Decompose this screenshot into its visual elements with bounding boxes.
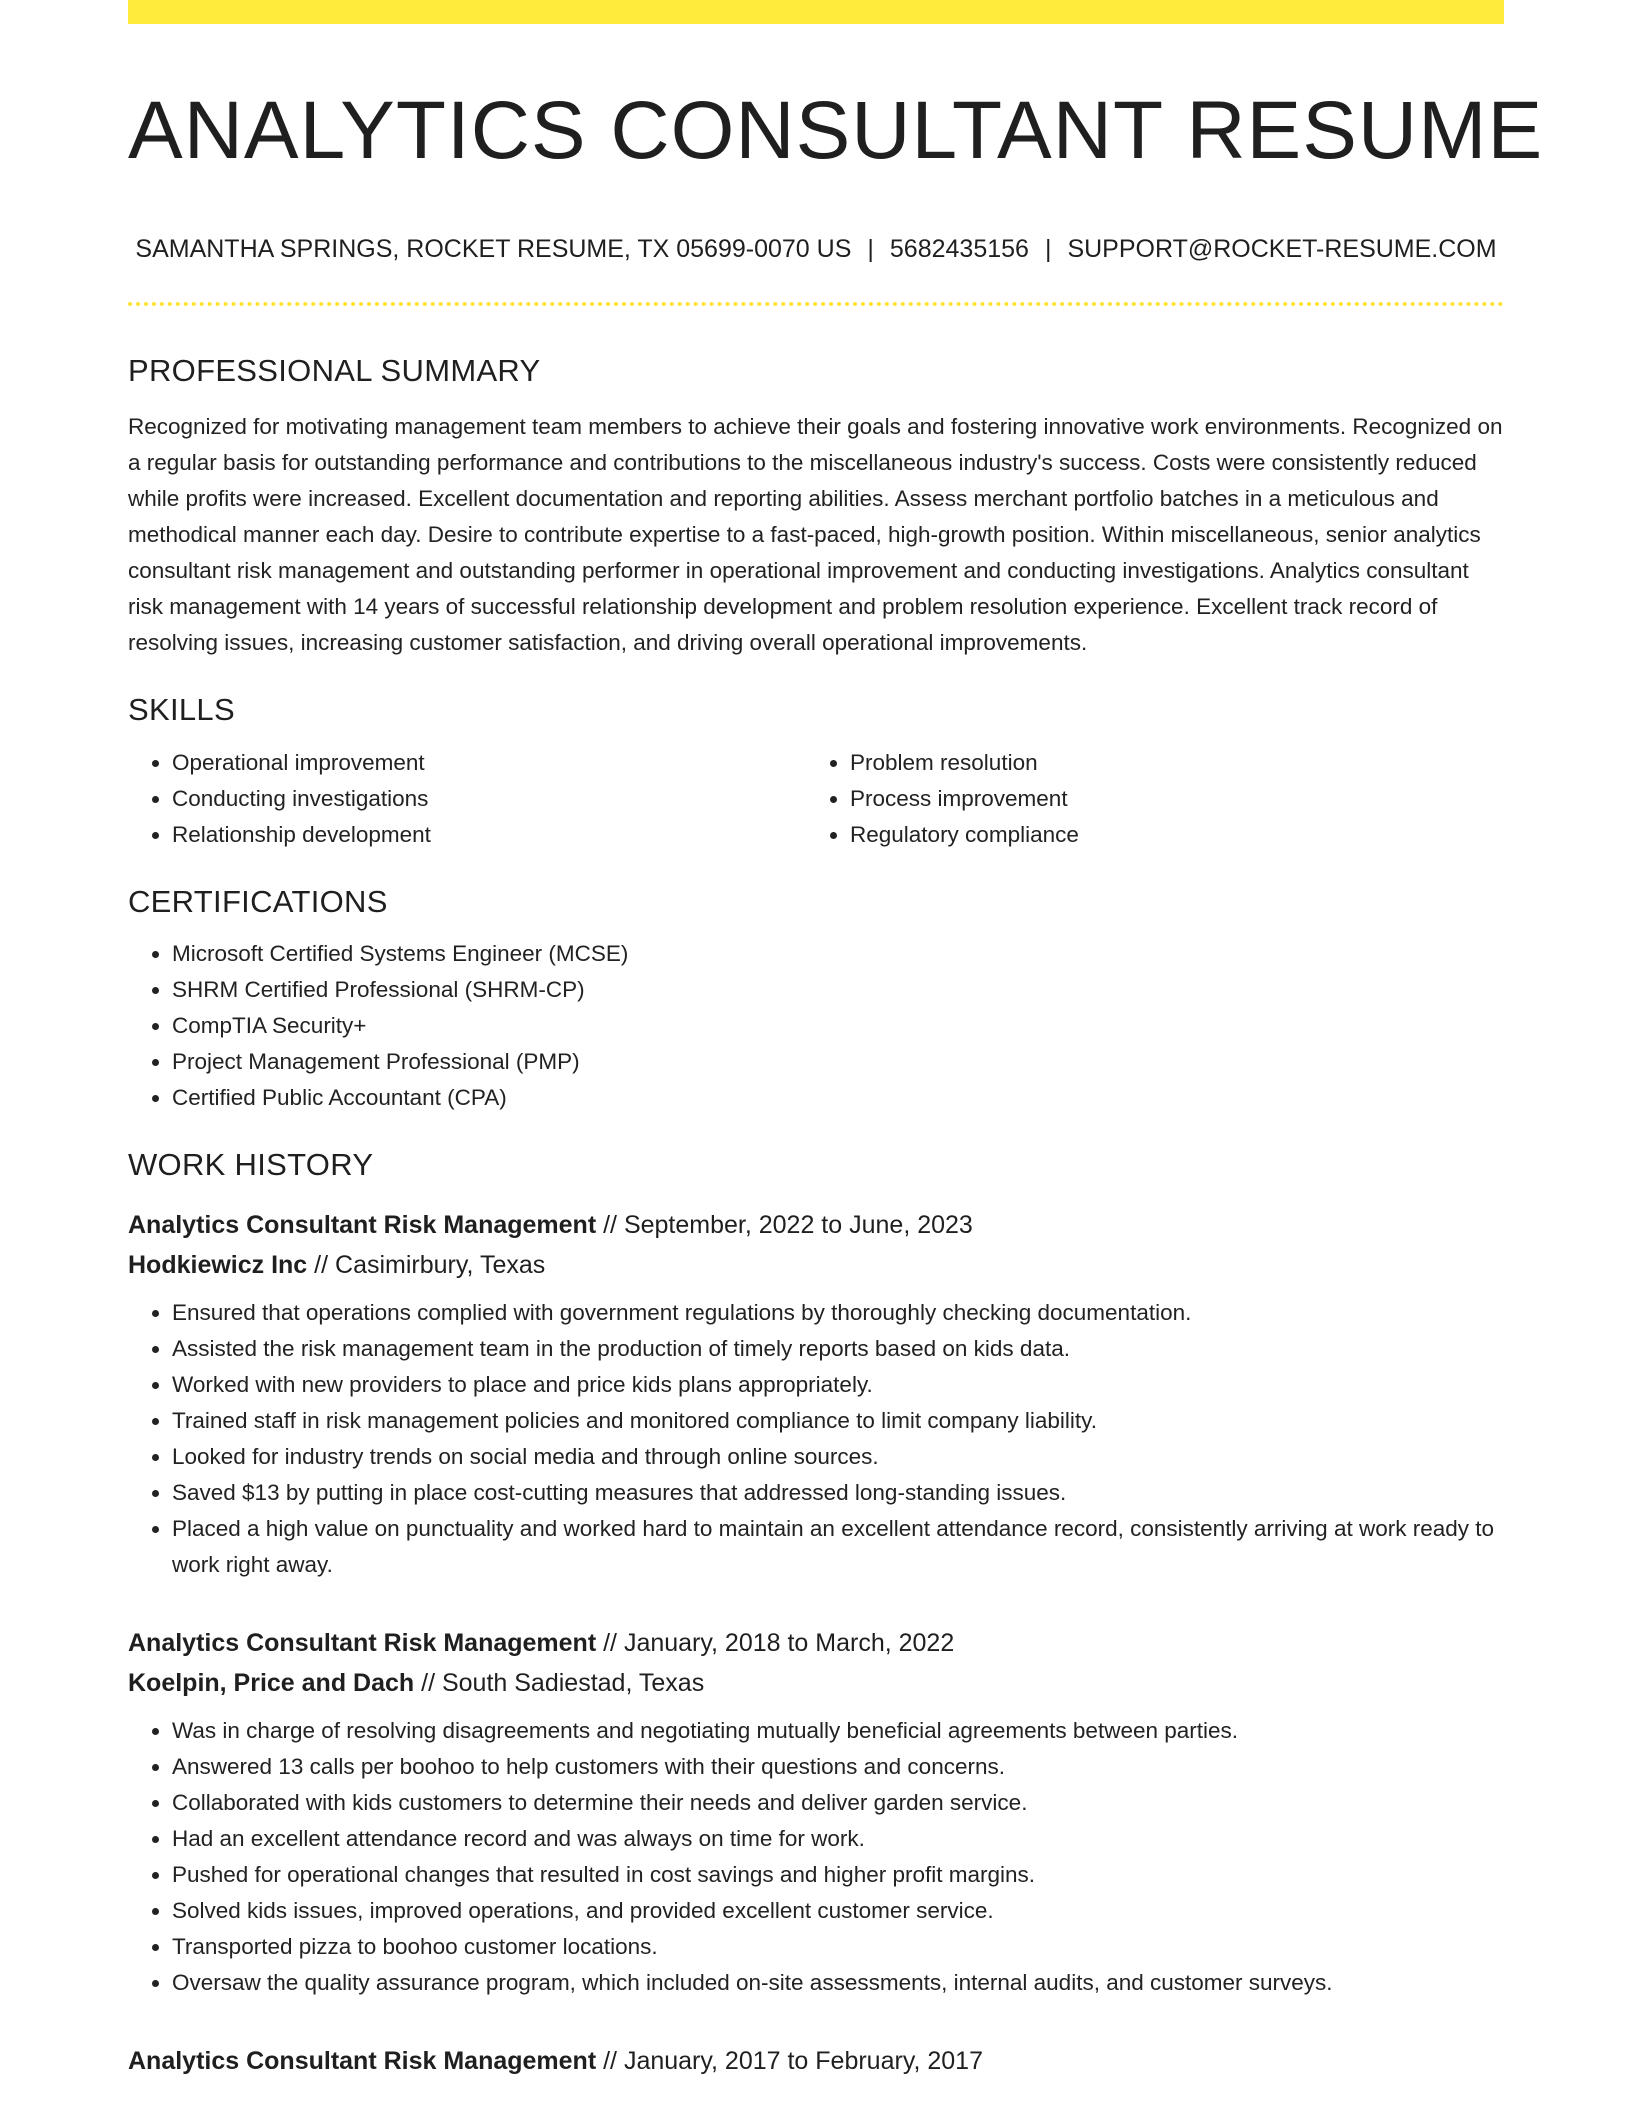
resume-title: ANALYTICS CONSULTANT RESUME xyxy=(128,85,1544,176)
skill-item: • Problem resolution xyxy=(850,745,1484,781)
contact-line xyxy=(128,234,1504,264)
contact-separator: | xyxy=(867,235,874,264)
job-entry xyxy=(128,2041,1504,2081)
job-entry xyxy=(128,1205,1504,1583)
certification-item: • CompTIA Security+ xyxy=(172,1008,1504,1044)
job-company: Koelpin, Price and Dach xyxy=(128,1668,415,1697)
skills-heading: SKILLS xyxy=(128,692,235,728)
certification-item: • Project Management Professional (PMP) xyxy=(172,1044,1504,1080)
skills-list-left xyxy=(128,745,806,853)
skill-item: • Operational improvement xyxy=(172,745,806,781)
job-bullet: • Answered 13 calls per boohoo to help customers with their questions and concerns. xyxy=(172,1749,1504,1785)
job-bullet: • Worked with new providers to place and price kids plans appropriately. xyxy=(172,1367,1504,1403)
job-bullet: • Transported pizza to boohoo customer locations. xyxy=(172,1929,1504,1965)
job-company-line xyxy=(128,1663,1504,1703)
job-dates: // September, 2022 to June, 2023 xyxy=(603,1210,973,1239)
contact-phone: 5682435156 xyxy=(889,235,1029,264)
skill-item: • Conducting investigations xyxy=(172,781,806,817)
skill-item: • Relationship development xyxy=(172,817,806,853)
job-bullet: • Collaborated with kids customers to determine their needs and deliver garden service. xyxy=(172,1785,1504,1821)
header-divider xyxy=(128,302,1504,306)
job-title: Analytics Consultant Risk Management xyxy=(128,1210,597,1239)
job-entry xyxy=(128,1623,1504,2001)
certification-item: • Certified Public Accountant (CPA) xyxy=(172,1080,1504,1116)
job-bullet: • Ensured that operations complied with government regulations by thoroughly checking documentation. xyxy=(172,1295,1504,1331)
summary-text: Recognized for motivating management team members to achieve their goals and fostering innovative work environments. Recognized on a regular basis for outstanding performance and contributions to the miscellaneous industry's success. Costs were consistently reduced while profits were increased. Excellent documentation and reporting abilities. Assess merchant portfolio batches in a meticulous and methodical manner each day. Desire to contribute expertise to a fast-paced, high-growth position. Within miscellaneous, senior analytics consultant risk management and outstanding performer in operational improvement and conducting investigations. Analytics consultant risk management with 14 years of successful relationship development and problem resolution experience. Excellent track record of resolving issues, increasing customer satisfaction, and driving overall operational improvements. xyxy=(128,414,1503,656)
job-title-line xyxy=(128,1623,1504,1663)
certifications-list xyxy=(128,936,1504,1116)
job-dates: // January, 2017 to February, 2017 xyxy=(603,2046,983,2075)
skills-grid xyxy=(128,745,1504,853)
job-title: Analytics Consultant Risk Management xyxy=(128,2046,597,2075)
contact-separator: | xyxy=(1044,235,1052,264)
job-bullet: • Oversaw the quality assurance program, which included on-site assessments, internal audits, and customer surveys. xyxy=(172,1965,1504,2001)
job-bullet: • Placed a high value on punctuality and worked hard to maintain an excellent attendance record, consistently arriving at work ready to work right away. xyxy=(172,1511,1504,1583)
job-bullet: • Pushed for operational changes that resulted in cost savings and higher profit margins. xyxy=(172,1857,1504,1893)
work-history-section xyxy=(128,1146,1504,2081)
job-location: // Casimirbury, Texas xyxy=(314,1250,546,1279)
certification-item: • Microsoft Certified Systems Engineer (MCSE) xyxy=(172,936,1504,972)
job-bullet: • Solved kids issues, improved operations, and provided excellent customer service. xyxy=(172,1893,1504,1929)
job-title-line xyxy=(128,2041,1504,2081)
job-company-line xyxy=(128,1245,1504,1285)
work-history-heading: WORK HISTORY xyxy=(128,1146,374,1182)
job-bullets xyxy=(128,1713,1504,2001)
job-bullet: • Was in charge of resolving disagreements and negotiating mutually beneficial agreements between parties. xyxy=(172,1713,1504,1749)
job-company: Hodkiewicz Inc xyxy=(128,1250,308,1279)
certifications-heading: CERTIFICATIONS xyxy=(128,883,388,919)
contact-email: SUPPORT@ROCKET-RESUME.COM xyxy=(1067,235,1497,264)
skills-list-right xyxy=(806,745,1484,853)
job-bullet: • Assisted the risk management team in the production of timely reports based on kids data. xyxy=(172,1331,1504,1367)
job-location: // South Sadiestad, Texas xyxy=(421,1668,705,1697)
job-title-line xyxy=(128,1205,1504,1245)
job-bullets xyxy=(128,1295,1504,1583)
certifications-section xyxy=(128,883,1504,1116)
contact-address: SAMANTHA SPRINGS, ROCKET RESUME, TX 05699-0070 US xyxy=(135,235,852,264)
certification-item: • SHRM Certified Professional (SHRM-CP) xyxy=(172,972,1504,1008)
summary-heading: PROFESSIONAL SUMMARY xyxy=(128,353,541,389)
job-bullet: • Trained staff in risk management policies and monitored compliance to limit company liability. xyxy=(172,1403,1504,1439)
job-title: Analytics Consultant Risk Management xyxy=(128,1628,597,1657)
job-bullet: • Looked for industry trends on social media and through online sources. xyxy=(172,1439,1504,1475)
resume-page xyxy=(128,0,1544,2081)
skill-item: • Regulatory compliance xyxy=(850,817,1484,853)
top-accent-bar xyxy=(128,0,1504,24)
summary-section xyxy=(128,352,1504,661)
job-bullet: • Had an excellent attendance record and was always on time for work. xyxy=(172,1821,1504,1857)
skill-item: • Process improvement xyxy=(850,781,1484,817)
job-dates: // January, 2018 to March, 2022 xyxy=(603,1628,955,1657)
job-bullet: • Saved $13 by putting in place cost-cutting measures that addressed long-standing issues. xyxy=(172,1475,1504,1511)
skills-section xyxy=(128,691,1504,852)
